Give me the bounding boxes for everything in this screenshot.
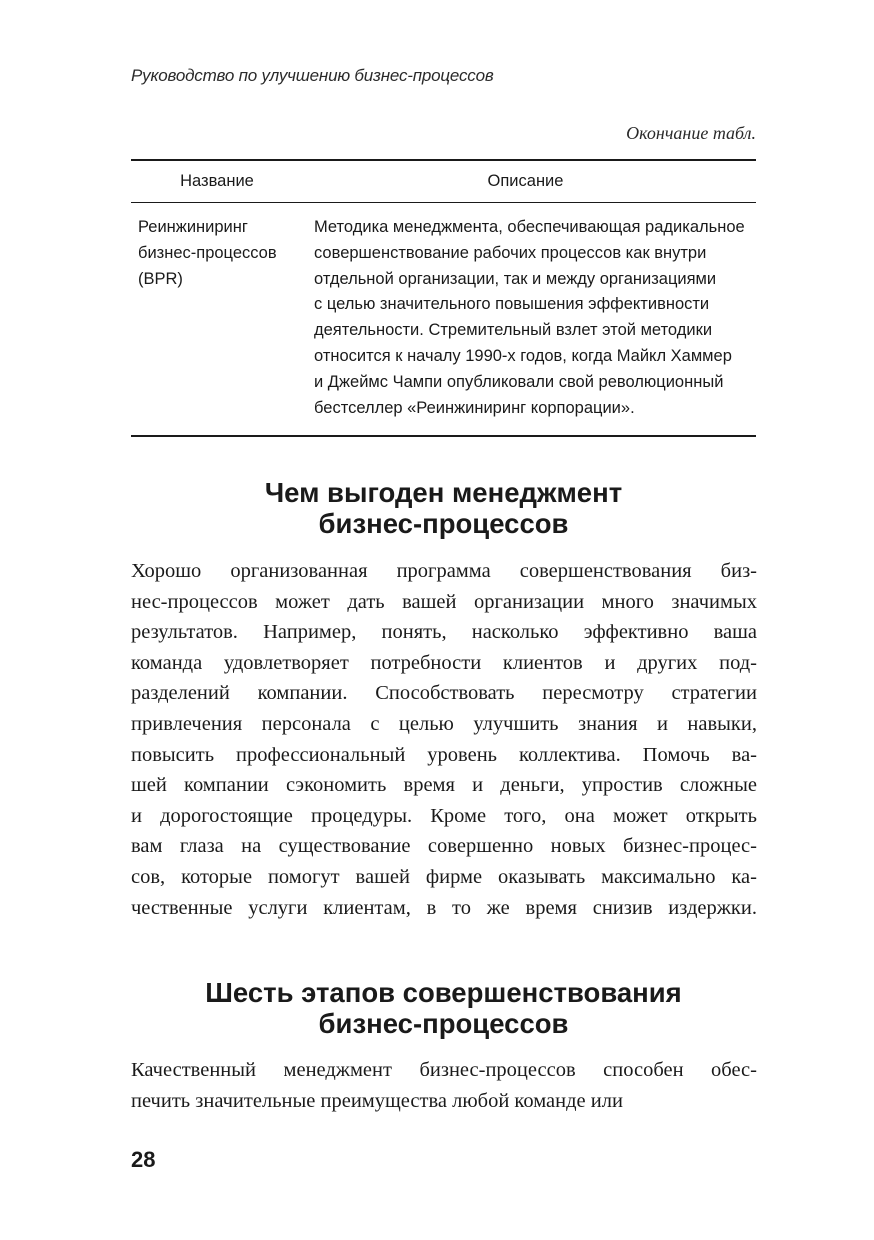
term-description-cell	[308, 215, 756, 421]
paragraph-line: шей компании сэкономить время и деньги, упростив сложные	[131, 774, 757, 797]
term-name-line: Реинжиниринг	[138, 218, 248, 236]
heading-line: Шесть этапов совершенствования	[205, 977, 682, 1008]
paragraph-line: Качественный менеджмент бизнес-процессов способен обес-	[131, 1059, 757, 1081]
term-name-line: (BPR)	[138, 269, 183, 288]
paragraph-line: разделений компании. Способствовать пересмотру стратегии	[131, 682, 757, 705]
paragraph-line: результатов. Например, понять, насколько эффективно ваша	[131, 621, 757, 644]
section-heading-six-stages	[131, 977, 756, 1039]
running-head: Руководство по улучшению бизнес-процессов	[131, 66, 494, 85]
term-name-cell	[131, 215, 308, 421]
heading-line: Чем выгоден менеджмент	[264, 477, 623, 508]
description-line: и Джеймс Чампи опубликовали свой революционный	[314, 372, 724, 391]
paragraph-line: сов, которые помогут вашей фирме оказывать максимально ка-	[131, 865, 757, 888]
heading-line: бизнес-процессов	[318, 1008, 569, 1039]
description-line: совершенствование рабочих процессов как внутри	[314, 243, 707, 262]
table-header-row	[131, 161, 756, 203]
column-header-name: Название	[180, 172, 254, 190]
term-name-line: бизнес-процессов	[138, 243, 277, 262]
paragraph-line: повысить профессиональный уровень коллектива. Помочь ва-	[131, 743, 757, 766]
table-row	[131, 203, 756, 435]
paragraph-line: вам глаза на существование совершенно новых бизнес-процес-	[131, 835, 757, 858]
paragraph-line: команда удовлетворяет потребности клиентов и других под-	[131, 651, 757, 674]
page-number: 28	[131, 1147, 156, 1172]
table-caption: Окончание табл.	[626, 123, 756, 143]
paragraph-line: Хорошо организованная программа совершенствования биз-	[131, 560, 757, 582]
paragraph-line: печить значительные преимущества любой команде или	[131, 1089, 623, 1112]
paragraph-six-stages	[131, 1055, 757, 1116]
description-line: относится к началу 1990-х годов, когда Майкл Хаммер	[314, 346, 732, 365]
section-heading-benefits	[131, 477, 756, 539]
paragraph-line: и дорогостоящие процедуры. Кроме того, она может открыть	[131, 804, 757, 827]
description-line: отдельной организации, так и между организациями	[314, 269, 717, 288]
paragraph-line: нес-процессов может дать вашей организации много значимых	[131, 590, 757, 613]
description-line: Методика менеджмента, обеспечивающая радикальное	[314, 218, 745, 236]
paragraph-benefits	[131, 556, 757, 923]
description-line: бестселлер «Реинжиниринг корпорации».	[314, 398, 635, 417]
terms-table	[131, 159, 756, 437]
heading-line: бизнес-процессов	[318, 508, 569, 539]
description-line: деятельности. Стремительный взлет этой методики	[314, 321, 713, 340]
paragraph-line: привлечения персонала с целью улучшить знания и навыки,	[131, 712, 757, 735]
description-line: с целью значительного повышения эффективности	[314, 295, 710, 314]
column-header-description: Описание	[487, 172, 564, 190]
paragraph-line: чественные услуги клиентам, в то же время снизив издержки.	[131, 896, 757, 919]
